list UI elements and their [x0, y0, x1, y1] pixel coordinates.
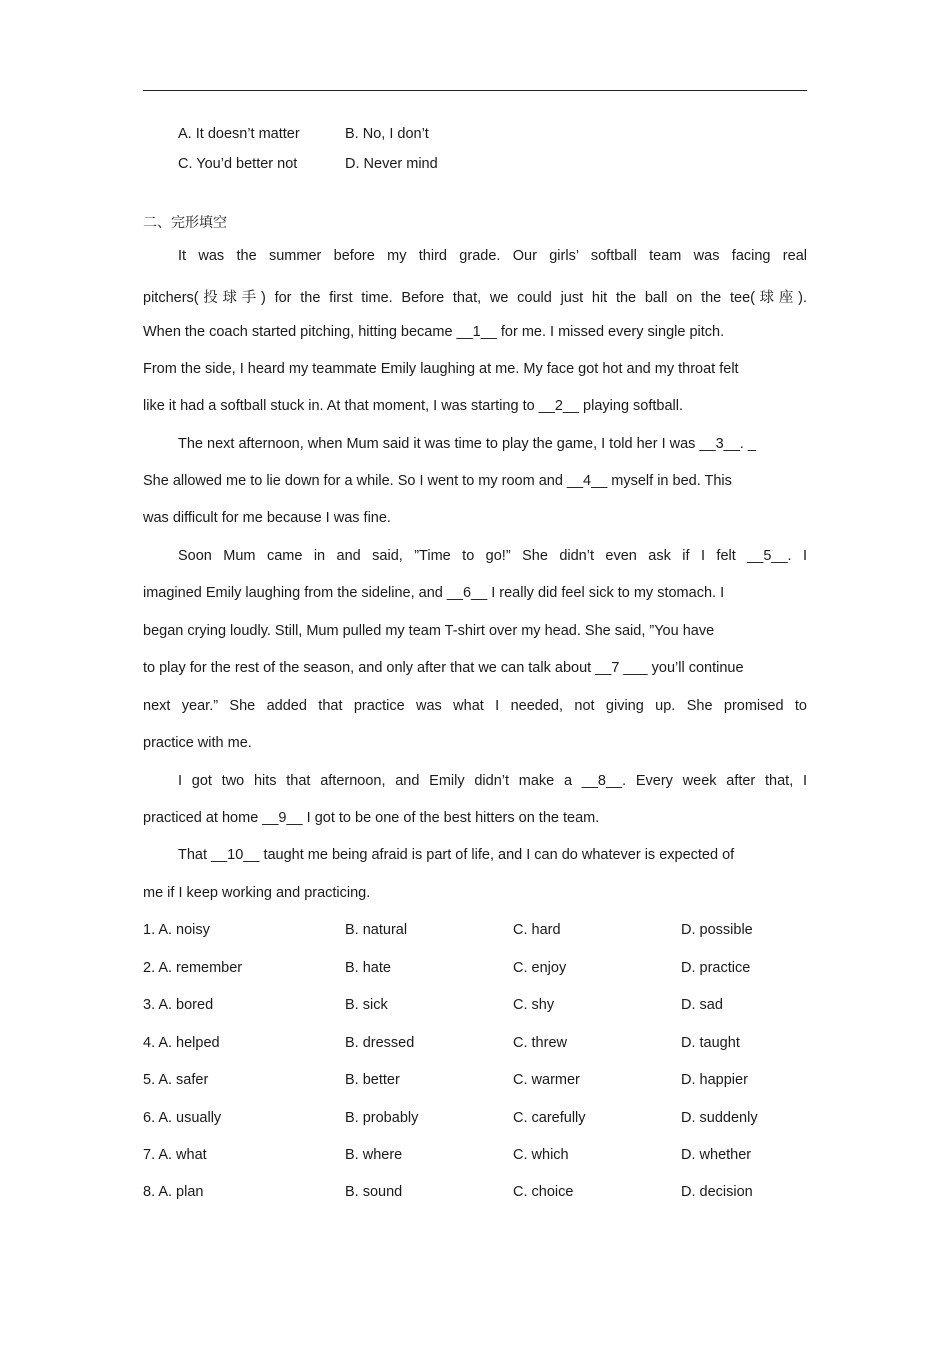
option-a: 6. A. usually [143, 1110, 222, 1126]
option-b: B. sick [345, 997, 388, 1013]
passage-line: next year.” She added that practice was what I needed, not giving up. She promised to [143, 698, 807, 714]
section-title: 二、完形填空 [143, 215, 227, 231]
option-b: B. dressed [345, 1035, 415, 1051]
passage-line: That __10__ taught me being afraid is part of life, and I can do whatever is expected of [178, 847, 735, 863]
option-b: B. probably [345, 1110, 419, 1126]
option-c: C. choice [513, 1184, 574, 1200]
passage-line: From the side, I heard my teammate Emily laughing at me. My face got hot and my throat felt [143, 361, 739, 377]
option-a: 3. A. bored [143, 997, 214, 1013]
passage-line: She allowed me to lie down for a while. So I went to my room and __4__ myself in bed. This [143, 473, 732, 489]
option-c: C. enjoy [513, 960, 567, 976]
passage-line: It was the summer before my third grade. Our girls’ softball team was facing real [178, 248, 807, 264]
option-a: 8. A. plan [143, 1184, 204, 1200]
option-a: 4. A. helped [143, 1035, 220, 1051]
passage-line: practice with me. [143, 735, 252, 751]
passage-line: was difficult for me because I was fine. [143, 510, 391, 526]
option-d: D. happier [681, 1072, 748, 1088]
option-d: D. possible [681, 922, 753, 938]
option-a: 7. A. what [143, 1147, 207, 1163]
option-d: D. whether [681, 1147, 752, 1163]
option-d: D. decision [681, 1184, 753, 1200]
option-a: 5. A. safer [143, 1072, 209, 1088]
option-b: B. sound [345, 1184, 403, 1200]
header-rule [143, 90, 807, 91]
option-c: C. You’d better not [178, 156, 298, 172]
option-c: C. which [513, 1147, 569, 1163]
option-c: C. warmer [513, 1072, 580, 1088]
passage-line: me if I keep working and practicing. [143, 885, 371, 901]
option-d: D. taught [681, 1035, 740, 1051]
option-a: 2. A. remember [143, 960, 243, 976]
passage-line: practiced at home __9__ I got to be one of the best hitters on the team. [143, 810, 600, 826]
option-a: 1. A. noisy [143, 922, 210, 938]
option-b: B. better [345, 1072, 400, 1088]
passage-line: When the coach started pitching, hitting became __1__ for me. I missed every single pitch. [143, 324, 725, 340]
option-b: B. No, I don’t [345, 126, 429, 142]
option-d: D. practice [681, 960, 751, 976]
passage-line: Soon Mum came in and said, ”Time to go!” She didn’t even ask if I felt __5__. I [178, 548, 807, 564]
option-b: B. natural [345, 922, 408, 938]
passage-line: like it had a softball stuck in. At that moment, I was starting to __2__ playing softball. [143, 398, 684, 414]
passage-line: imagined Emily laughing from the sideline, and __6__ I really did feel sick to my stomach. I [143, 585, 725, 601]
passage-line: began crying loudly. Still, Mum pulled my team T-shirt over my head. She said, ”You have [143, 623, 715, 639]
option-c: C. shy [513, 997, 555, 1013]
option-b: B. where [345, 1147, 403, 1163]
option-d: D. suddenly [681, 1110, 758, 1126]
option-c: C. carefully [513, 1110, 586, 1126]
option-c: C. hard [513, 922, 561, 938]
passage-line: I got two hits that afternoon, and Emily didn’t make a __8__. Every week after that, I [178, 773, 807, 789]
option-c: C. threw [513, 1035, 567, 1051]
option-b: B. hate [345, 960, 391, 976]
passage-line: The next afternoon, when Mum said it was time to play the game, I told her I was __3__. _ [178, 436, 756, 452]
option-d: D. Never mind [345, 156, 438, 172]
passage-line: pitchers(投球手) for the first time. Before that, we could just hit the ball on the tee(球座). [143, 290, 807, 306]
passage-line: to play for the rest of the season, and only after that we can talk about __7 ___ you’ll continue [143, 660, 744, 676]
option-d: D. sad [681, 997, 723, 1013]
option-a: A. It doesn’t matter [178, 126, 300, 142]
